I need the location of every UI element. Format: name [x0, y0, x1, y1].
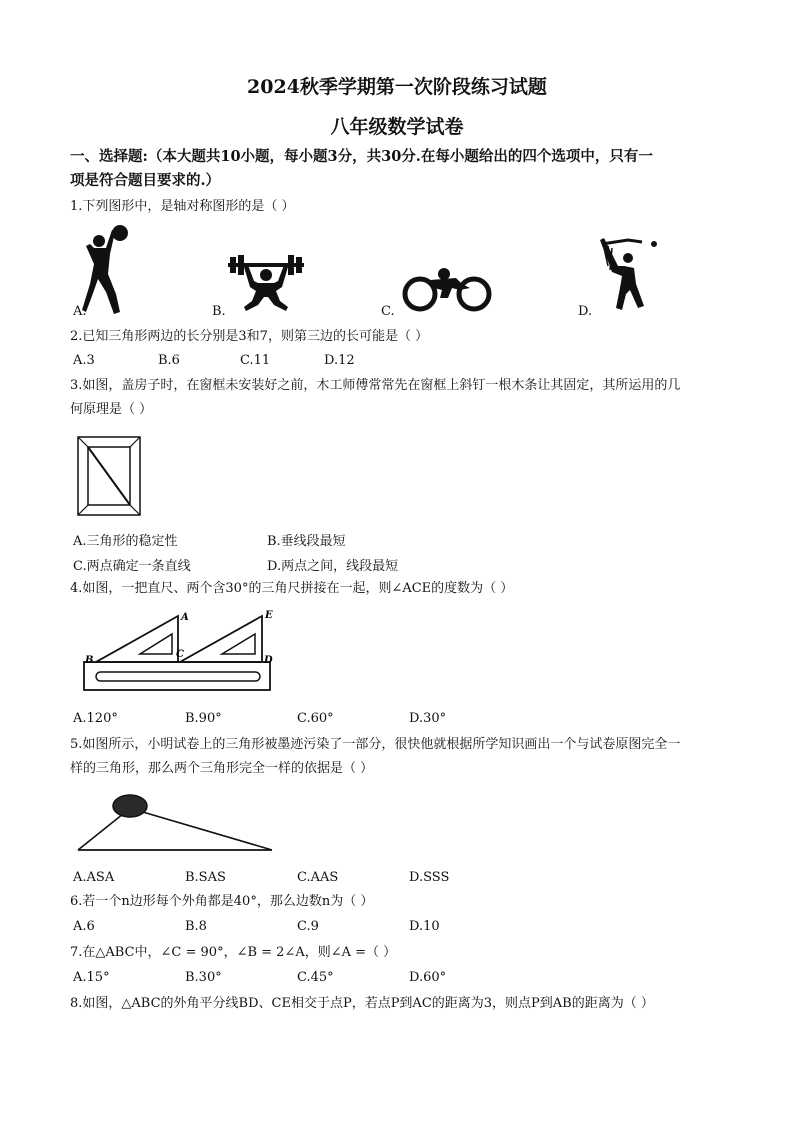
question-5-text-line2: 样的三角形，那么两个三角形完全一样的依据是（ ）	[70, 761, 374, 776]
q5-option-a: A.ASA	[73, 870, 115, 885]
q6-option-d: D.10	[409, 919, 440, 934]
q1-option-a: A.	[73, 304, 87, 319]
q5-option-c: C.AAS	[297, 870, 339, 885]
q2-option-d: D.12	[324, 353, 355, 368]
q4-option-c: C.60°	[297, 711, 334, 726]
question-4-text: 4.如图，一把直尺、两个含30°的三角尺拼接在一起，则∠ACE的度数为（ ）	[70, 581, 514, 596]
q6-option-b: B.8	[185, 919, 207, 934]
question-3-text-line1: 3.如图，盖房子时，在窗框未安装好之前，木工师傅常常先在窗框上斜钉一根木条让其固定，其所运用的几	[70, 378, 681, 393]
q3-option-b: B.垂线段最短	[267, 534, 346, 549]
section-heading-line1: 一、选择题:（本大题共10小题，每小题3分，共30分.在每小题给出的四个选项中，只有一	[70, 148, 653, 165]
window-frame-figure	[77, 436, 141, 516]
label-e: E	[265, 610, 273, 621]
baseball-batter-icon	[598, 236, 658, 312]
label-b: B	[85, 655, 94, 666]
question-3-text-line2: 何原理是（ ）	[70, 402, 153, 417]
q4-option-b: B.90°	[185, 711, 222, 726]
cyclist-icon	[400, 268, 494, 312]
ruler-triangles-figure	[80, 608, 280, 694]
label-c: C	[176, 649, 184, 660]
q4-option-d: D.30°	[409, 711, 447, 726]
question-7-text: 7.在△ABC中，∠C = 90°，∠B = 2∠A，则∠A =（ ）	[70, 945, 397, 960]
ink-stained-triangle-figure	[76, 792, 276, 854]
question-2-text: 2.已知三角形两边的长分别是3和7，则第三边的长可能是（ ）	[70, 329, 429, 344]
exam-subtitle: 八年级数学试卷	[330, 116, 464, 138]
q3-option-a: A.三角形的稳定性	[73, 534, 178, 549]
q2-option-c: C.11	[240, 353, 271, 368]
exam-title: 2024秋季学期第一次阶段练习试题	[247, 76, 547, 98]
q6-option-a: A.6	[73, 919, 95, 934]
q1-option-b: B.	[212, 304, 226, 319]
q4-option-a: A.120°	[73, 711, 118, 726]
basketball-player-icon	[82, 224, 132, 316]
label-a: A	[181, 612, 189, 623]
label-d: D	[264, 655, 273, 666]
q1-option-d: D.	[578, 304, 593, 319]
q5-option-b: B.SAS	[185, 870, 226, 885]
section-heading-line2: 项是符合题目要求的.）	[70, 172, 221, 189]
q2-option-a: A.3	[73, 353, 95, 368]
question-5-text-line1: 5.如图所示，小明试卷上的三角形被墨迹污染了一部分，很快他就根据所学知识画出一个与试卷原图完全一	[70, 737, 681, 752]
q6-option-c: C.9	[297, 919, 319, 934]
question-6-text: 6.若一个n边形每个外角都是40°，那么边数n为（ ）	[70, 894, 374, 909]
q7-option-d: D.60°	[409, 970, 447, 985]
q2-option-b: B.6	[158, 353, 180, 368]
question-1-text: 1.下列图形中，是轴对称图形的是（ ）	[70, 199, 295, 214]
q1-option-c: C.	[381, 304, 395, 319]
question-8-text: 8.如图，△ABC的外角平分线BD、CE相交于点P，若点P到AC的距离为3，则点P到AB的距离为（ ）	[70, 996, 654, 1011]
q5-option-d: D.SSS	[409, 870, 450, 885]
q3-option-c: C.两点确定一条直线	[73, 559, 191, 574]
weightlifter-icon	[228, 255, 304, 311]
q7-option-b: B.30°	[185, 970, 222, 985]
q3-option-d: D.两点之间，线段最短	[267, 559, 399, 574]
q7-option-c: C.45°	[297, 970, 334, 985]
q7-option-a: A.15°	[73, 970, 110, 985]
